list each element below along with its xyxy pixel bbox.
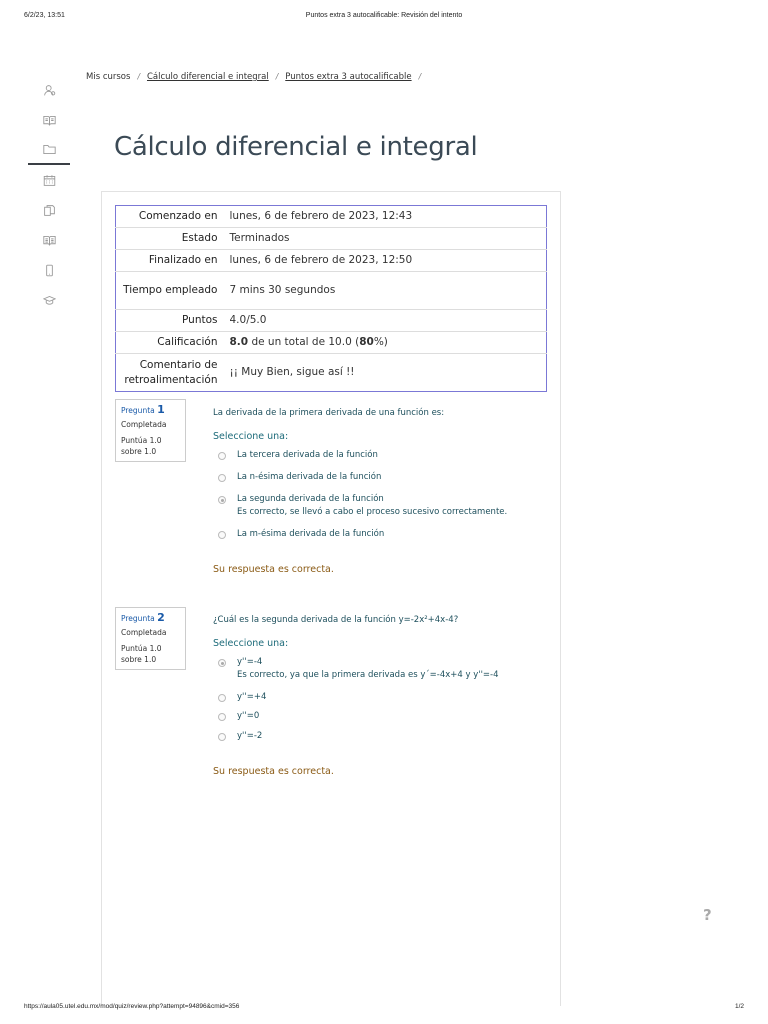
answer-option-text: La segunda derivada de la función	[237, 494, 384, 504]
breadcrumb-separator: /	[275, 72, 279, 81]
sidebar-item-library[interactable]	[28, 225, 70, 255]
radio-button[interactable]	[218, 474, 226, 482]
summary-label: Comenzado en	[138, 210, 218, 222]
summary-value: 7 mins 30 segundos	[229, 284, 336, 296]
answer-option-text: y''=0	[237, 711, 260, 721]
breadcrumb-separator: /	[418, 72, 422, 81]
answer-option-text: La n-ésima derivada de la función	[237, 472, 382, 482]
summary-label: Tiempo empleado	[123, 284, 218, 296]
answer-option-text: La m-ésima derivada de la función	[237, 529, 385, 539]
user-icon	[43, 84, 56, 97]
breadcrumb	[86, 72, 421, 82]
radio-button[interactable]	[218, 694, 226, 702]
summary-row-time-taken	[116, 272, 547, 310]
answer-options	[213, 450, 543, 539]
answer-option[interactable]	[213, 731, 543, 741]
radio-button-checked[interactable]	[218, 496, 226, 504]
print-datetime: 6/2/23, 13:51	[24, 12, 65, 19]
summary-value: ¡¡ Muy Bien, sigue así !!	[229, 366, 355, 378]
summary-label: Finalizado en	[148, 254, 218, 266]
page-title: Cálculo diferencial e integral	[114, 132, 478, 162]
question-state: Completada	[121, 420, 167, 429]
print-url: https://aula05.utel.edu.mx/mod/quiz/review.php?attempt=94896&cmid=356	[24, 1003, 240, 1010]
mobile-icon	[43, 264, 56, 277]
summary-row-state	[116, 228, 547, 250]
question-label: Pregunta	[121, 614, 155, 623]
sidebar-item-participants[interactable]	[28, 75, 70, 105]
calendar-icon	[43, 174, 56, 187]
summary-label: Estado	[181, 232, 218, 244]
grade-percent-end: %)	[373, 336, 388, 348]
help-button[interactable]: ?	[703, 906, 712, 924]
book-icon	[43, 114, 56, 127]
answer-feedback: Es correcto, ya que la primera derivada es y´=-4x+4 y y''=-4	[237, 670, 499, 680]
folder-icon	[43, 143, 56, 156]
question-content	[213, 408, 543, 575]
question-state: Completada	[121, 628, 167, 637]
answer-options	[213, 657, 543, 741]
radio-button[interactable]	[218, 452, 226, 460]
breadcrumb-course[interactable]: Cálculo diferencial e integral	[146, 72, 269, 82]
answer-option-text: y''=-2	[237, 731, 263, 741]
answer-feedback: Es correcto, se llevó a cabo el proceso sucesivo correctamente.	[237, 507, 508, 517]
grade-percent: 80	[359, 336, 374, 348]
summary-label: Calificación	[157, 336, 218, 348]
sidebar-item-course[interactable]	[28, 105, 70, 135]
summary-value: lunes, 6 de febrero de 2023, 12:50	[229, 254, 413, 266]
summary-label: Puntos	[182, 314, 218, 326]
question-info-box	[115, 607, 186, 670]
sidebar-item-files[interactable]	[28, 195, 70, 225]
question-prompt: Seleccione una:	[213, 431, 289, 442]
course-sidebar	[28, 75, 70, 315]
summary-row-grade	[116, 332, 547, 354]
breadcrumb-quiz[interactable]: Puntos extra 3 autocalificable	[285, 72, 412, 82]
summary-row-feedback	[116, 354, 547, 392]
answer-option-selected[interactable]	[213, 657, 543, 667]
answer-option[interactable]	[213, 711, 543, 721]
question-result: Su respuesta es correcta.	[213, 564, 334, 575]
grade-score: 8.0	[229, 336, 249, 348]
graduation-cap-icon	[43, 294, 56, 307]
summary-value: Terminados	[229, 232, 290, 244]
summary-value: 4.0/5.0	[229, 314, 267, 326]
answer-option[interactable]	[213, 472, 543, 482]
radio-button[interactable]	[218, 733, 226, 741]
question-text: La derivada de la primera derivada de una función es:	[213, 408, 445, 418]
radio-button-checked[interactable]	[218, 659, 226, 667]
answer-option-selected[interactable]	[213, 494, 543, 504]
answer-option-text: y''=+4	[237, 692, 267, 702]
breadcrumb-my-courses[interactable]: Mis cursos	[86, 72, 131, 82]
attempt-summary-table	[115, 205, 547, 392]
question-grade: Puntúa 1.0 sobre 1.0	[121, 436, 162, 456]
sidebar-item-mobile[interactable]	[28, 255, 70, 285]
summary-row-marks	[116, 310, 547, 332]
print-header	[0, 12, 768, 24]
question-text: ¿Cuál es la segunda derivada de la función y=-2x²+4x-4?	[213, 615, 459, 625]
question-info-box	[115, 399, 186, 462]
answer-option[interactable]	[213, 692, 543, 702]
sidebar-item-grades[interactable]	[28, 285, 70, 315]
print-title: Puntos extra 3 autocalificable: Revisión del intento	[305, 12, 463, 19]
summary-row-finished	[116, 250, 547, 272]
breadcrumb-separator: /	[137, 72, 140, 81]
question-grade: Puntúa 1.0 sobre 1.0	[121, 644, 162, 664]
question-number: 2	[157, 611, 165, 624]
radio-button[interactable]	[218, 531, 226, 539]
summary-value: lunes, 6 de febrero de 2023, 12:43	[229, 210, 413, 222]
sidebar-item-calendar[interactable]	[28, 165, 70, 195]
question-result: Su respuesta es correcta.	[213, 766, 334, 777]
question-prompt: Seleccione una:	[213, 638, 289, 649]
summary-value	[224, 332, 547, 354]
summary-row-started	[116, 206, 547, 228]
library-icon	[43, 234, 56, 247]
question-label: Pregunta	[121, 406, 155, 415]
sidebar-item-content[interactable]	[28, 135, 70, 165]
answer-option[interactable]	[213, 450, 543, 460]
print-page-number: 1/2	[734, 1003, 744, 1010]
answer-option[interactable]	[213, 529, 543, 539]
radio-button[interactable]	[218, 713, 226, 721]
answer-option-text: La tercera derivada de la función	[237, 450, 378, 460]
question-content	[213, 615, 543, 777]
summary-label: Comentario de retroalimentación	[124, 358, 218, 386]
files-icon	[43, 204, 56, 217]
question-number: 1	[157, 403, 165, 416]
answer-option-text: y''=-4	[237, 657, 263, 667]
grade-total-text: de un total de 10.0 (	[248, 336, 360, 348]
